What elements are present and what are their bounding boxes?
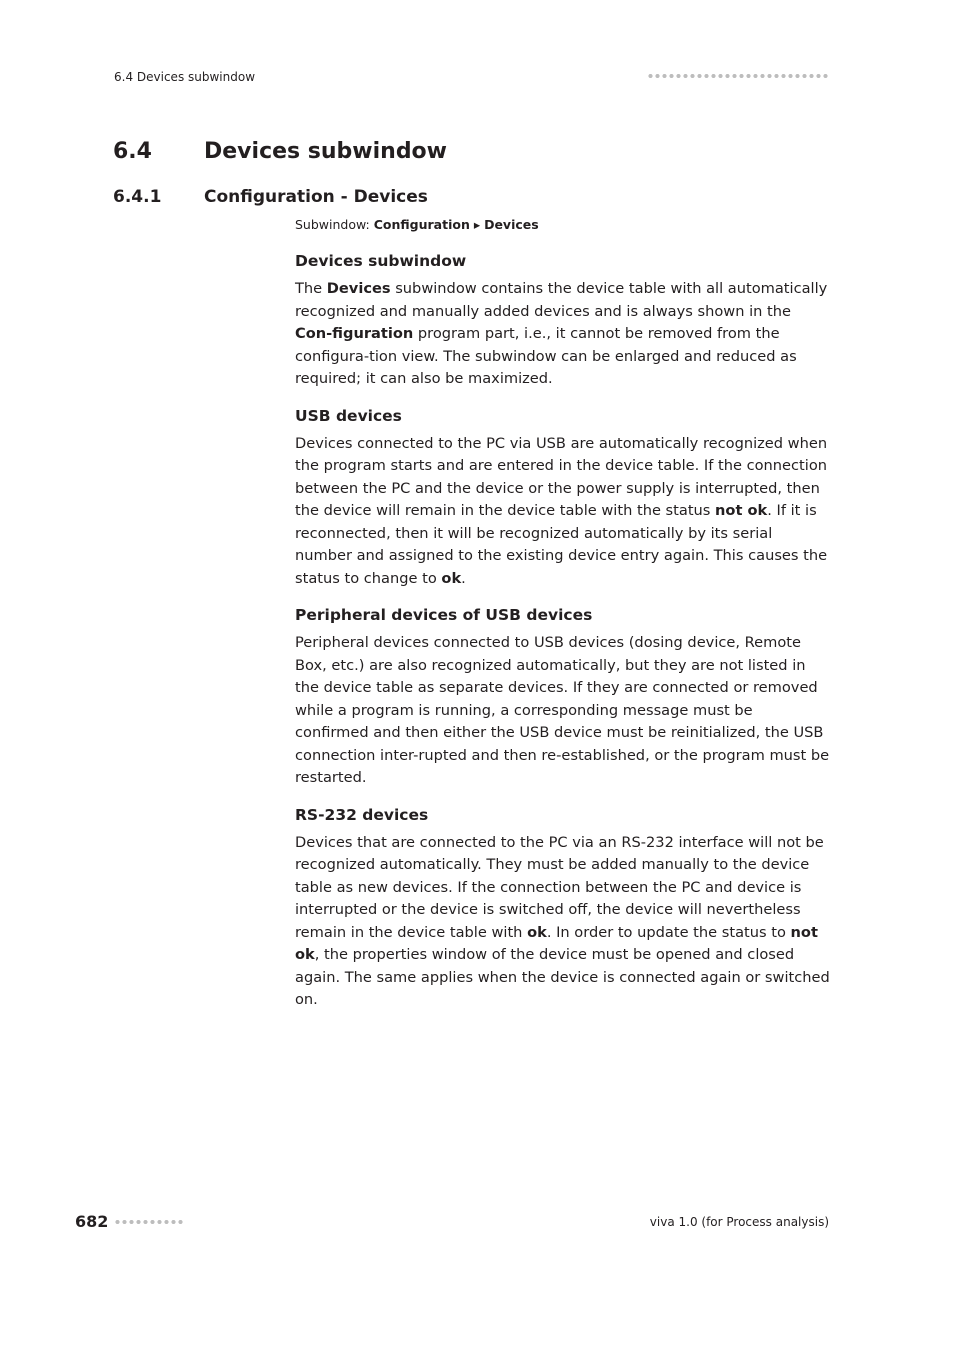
breadcrumb-prefix: Subwindow: — [295, 217, 374, 232]
bold-term: Devices — [326, 280, 391, 297]
block-title: RS-232 devices — [295, 805, 429, 824]
header-decorative-dots — [647, 72, 830, 80]
subsection-title: Configuration - Devices — [204, 187, 428, 207]
section-heading — [113, 139, 447, 164]
bold-term: not ok — [715, 502, 768, 519]
text-run: subwindow contains the device table with all automatically recognized and manually added devices and is always shown in the — [295, 280, 828, 320]
section-number: 6.4 — [113, 139, 152, 164]
block-paragraph — [295, 632, 830, 790]
text-run: Devices that are connected to the PC via an RS-232 interface will not be recognized automatically. They must be added manually to the device table as new devices. If the connection between the PC and device is interrupted or the device is switched off, the device will nevertheless remain in the device table with — [295, 833, 824, 941]
body-content — [295, 250, 830, 1026]
footer-product-name: viva 1.0 (for Process analysis) — [649, 1215, 829, 1229]
page-number: 682 — [75, 1212, 109, 1231]
text-run: The — [295, 280, 327, 297]
bold-term: ok — [527, 923, 547, 941]
block-paragraph — [295, 433, 830, 591]
text-run: . If it is reconnected, then it will be recognized automatically by its serial number and assigned to the existing device entry again. This causes the status to change to — [295, 502, 828, 587]
block-paragraph — [295, 832, 830, 1012]
breadcrumb-devices: Devices — [484, 217, 539, 232]
text-run: . — [461, 569, 466, 587]
section-title: Devices subwindow — [204, 139, 447, 164]
breadcrumb-separator: ▸ — [469, 217, 485, 232]
text-run: program part, i.e., it cannot be removed from the configura-tion view. The subwindow can be enlarged and reduced as required; it can also be maximized. — [295, 325, 797, 387]
block-title: Devices subwindow — [295, 252, 467, 270]
bold-term: ok — [441, 569, 462, 587]
breadcrumb-configuration: Configuration — [373, 217, 470, 232]
text-run: , the properties window of the device must be opened and closed again. The same applies when the device is connected again or switched on. — [295, 946, 830, 1008]
bold-term: Con-figuration — [295, 325, 414, 342]
block-title: USB devices — [295, 406, 402, 425]
text-run: Devices connected to the PC via USB are automatically recognized when the program starts and are entered in the device table. If the connection between the PC and the device or the power supply is interrupted, then the device will remain in the device table with the status — [295, 434, 828, 519]
breadcrumb — [295, 217, 539, 232]
block-title: Peripheral devices of USB devices — [295, 606, 593, 624]
running-header-title: 6.4 Devices subwindow — [114, 70, 256, 84]
subsection-heading — [113, 187, 428, 207]
bold-term: not ok — [295, 923, 818, 963]
text-run: Peripheral devices connected to USB devices (dosing device, Remote Box, etc.) are also recognized automatically, but they are not listed in the device table as separate devices. If they are connected or removed while a program is running, a corresponding message must be confirmed and then either the USB device must be reinitialized, the USB connection inter-rupted and then re-established, or the program must be restarted. — [295, 634, 830, 786]
subsection-number: 6.4.1 — [113, 187, 162, 207]
text-run: . In order to update the status to — [546, 923, 791, 941]
block-paragraph — [295, 278, 830, 391]
footer-decorative-dots — [114, 1218, 184, 1226]
